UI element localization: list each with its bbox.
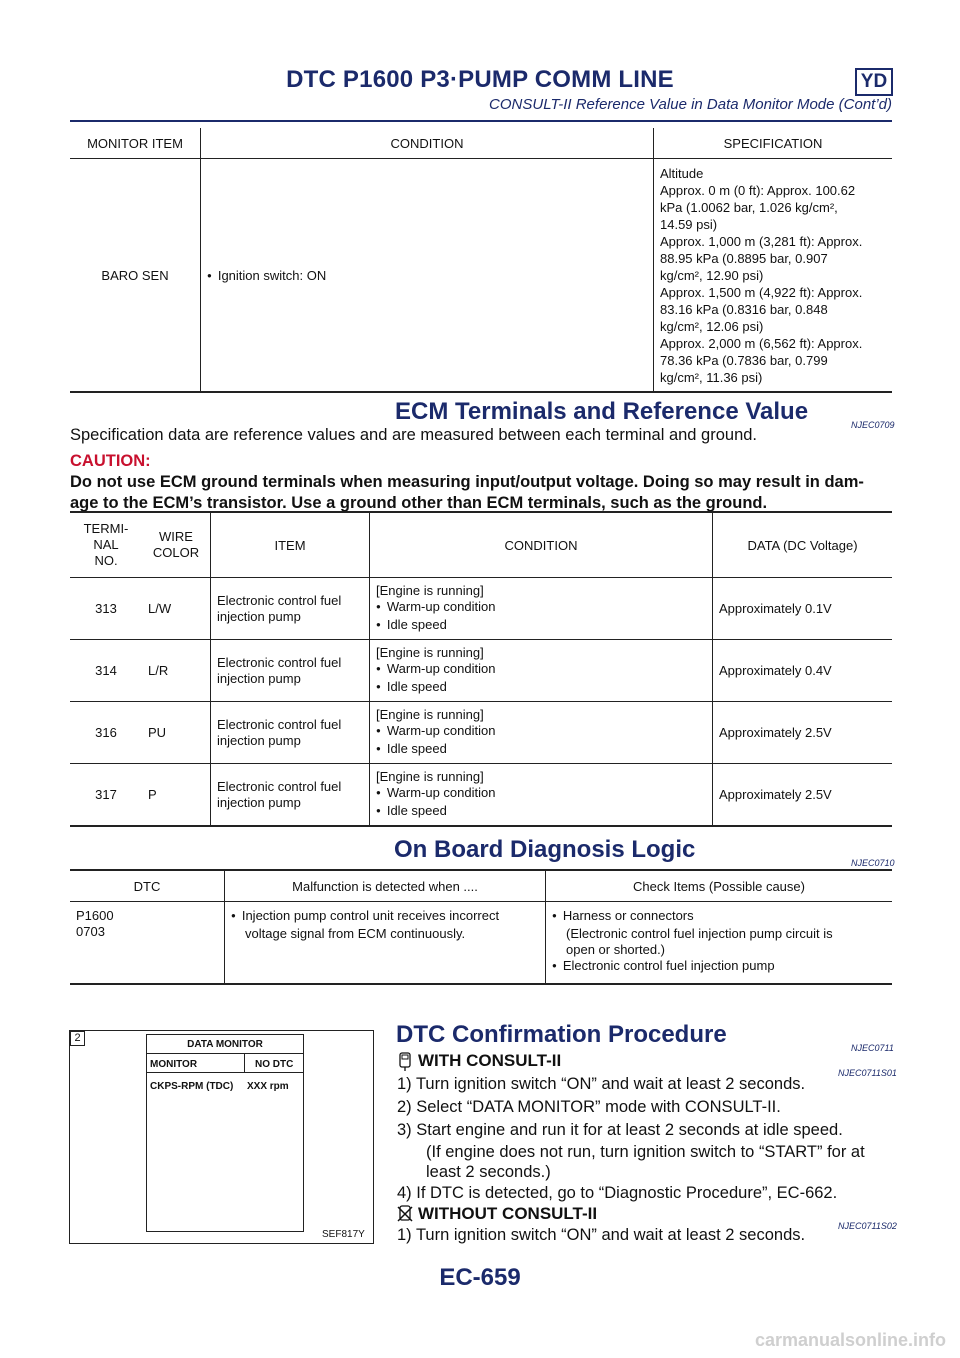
condition-text: Warm-up condition	[386, 784, 496, 800]
caution-label: CAUTION:	[70, 452, 151, 470]
condition-text: Idle speed	[386, 802, 447, 818]
header-condition: CONDITION	[370, 512, 713, 578]
dtc-line: 0703	[76, 924, 105, 939]
condition-line	[376, 785, 706, 803]
malfunction-line	[231, 908, 539, 926]
terminal-cell: 317	[95, 787, 117, 802]
check-items-cell	[546, 902, 893, 985]
without-consult-code: NJEC0711S02	[838, 1221, 897, 1231]
data-cell: Approximately 2.5V	[713, 702, 893, 764]
item-line: injection pump	[217, 608, 301, 624]
confirm-section-title: DTC Confirmation Procedure	[396, 1021, 727, 1048]
bullet-icon	[376, 599, 387, 614]
item-line: Electronic control fuel	[217, 592, 342, 608]
condition-line	[376, 661, 706, 679]
bullet-icon	[207, 268, 218, 283]
obd-table	[70, 869, 892, 985]
panel-col-nodtc: NO DTC	[255, 1059, 294, 1070]
engine-badge: YD	[855, 68, 893, 96]
terminal-cell: 314	[70, 640, 142, 702]
step-4: 4) If DTC is detected, go to “Diagnostic Procedure”, EC-662.	[397, 1184, 838, 1202]
item-cell	[211, 764, 370, 827]
condition-line	[376, 679, 706, 697]
ecm-table-header	[70, 512, 892, 578]
check-text: Electronic control fuel injection pump	[562, 958, 775, 973]
check-line	[552, 908, 886, 926]
panel-divider	[147, 1072, 303, 1073]
dtc-line: P1600	[76, 908, 114, 923]
panel-row-value: XXX rpm	[247, 1081, 289, 1092]
condition-line	[376, 741, 706, 759]
monitor-condition-cell	[201, 159, 654, 393]
panel-title: DATA MONITOR	[187, 1039, 263, 1050]
bullet-icon	[376, 723, 387, 738]
header-rule	[70, 120, 892, 122]
header-item: ITEM	[211, 512, 370, 578]
condition-line: [Engine is running]	[376, 582, 484, 598]
table-row	[70, 702, 892, 764]
consult-tool-svg	[396, 1052, 414, 1072]
panel-col-monitor: MONITOR	[150, 1059, 198, 1070]
page-header-subtitle: CONSULT-II Reference Value in Data Monitor Mode (Cont’d)	[489, 96, 892, 113]
ecm-terminal-table	[70, 511, 892, 827]
spec-line: kPa (1.0062 bar, 1.026 kg/cm²,	[660, 199, 838, 215]
item-line: injection pump	[217, 732, 301, 748]
panel-col-divider	[244, 1053, 245, 1072]
bullet-icon	[376, 785, 387, 800]
condition-text: Warm-up condition	[386, 660, 496, 676]
with-consult-steps	[397, 1073, 897, 1205]
malfunction-text: Injection pump control unit receives incorrect	[241, 908, 500, 923]
header-malfunction: Malfunction is detected when ....	[225, 870, 546, 902]
item-cell	[211, 702, 370, 764]
header-data: DATA (DC Voltage)	[713, 512, 893, 578]
panel-row-label: CKPS-RPM (TDC)	[150, 1081, 234, 1092]
check-line: open or shorted.)	[566, 942, 666, 957]
bullet-icon	[552, 908, 563, 923]
condition-cell	[370, 764, 713, 827]
spec-line: Approx. 2,000 m (6,562 ft): Approx.	[660, 335, 863, 351]
ecm-section-title: ECM Terminals and Reference Value	[395, 398, 809, 425]
obd-table-header	[70, 870, 892, 902]
table-row	[70, 578, 892, 640]
spec-line: 88.95 kPa (0.8895 bar, 0.907	[660, 250, 828, 266]
obd-section-title: On Board Diagnosis Logic	[394, 836, 696, 863]
header-check-items: Check Items (Possible cause)	[546, 870, 893, 902]
spec-line: kg/cm², 11.36 psi)	[660, 369, 763, 385]
item-line: injection pump	[217, 794, 301, 810]
step-3-note-line2: least 2 seconds.)	[426, 1163, 551, 1181]
ecm-section-code: NJEC0709	[851, 420, 895, 430]
table-row	[70, 902, 892, 985]
confirm-section-code: NJEC0711	[851, 1043, 894, 1053]
item-cell	[211, 578, 370, 640]
bullet-icon	[552, 958, 563, 973]
item-line: injection pump	[217, 670, 301, 686]
item-line: Electronic control fuel	[217, 654, 342, 670]
no-consult-icon	[396, 1205, 418, 1225]
page-header-title: DTC P1600 P3·PUMP COMM LINE	[286, 66, 674, 93]
header-terminal-line: NAL	[93, 537, 119, 552]
figure-ref: SEF817Y	[322, 1229, 365, 1240]
dtc-cell	[70, 902, 225, 985]
spec-line: Approx. 0 m (0 ft): Approx. 100.62	[660, 182, 856, 198]
header-wire-color	[142, 512, 211, 578]
step-3-note-line1: (If engine does not run, turn ignition switch to “START” for at	[426, 1143, 865, 1161]
data-monitor-panel	[146, 1034, 304, 1232]
with-consult-label: WITH CONSULT-II	[418, 1051, 562, 1070]
spec-line: Altitude	[660, 165, 704, 181]
malfunction-line: voltage signal from ECM continuously.	[245, 926, 466, 941]
ecm-intro: Specification data are reference values and are measured between each terminal and ground.	[70, 426, 758, 444]
header-terminal-line: TERMI-	[83, 521, 129, 536]
check-line: (Electronic control fuel injection pump circuit is	[566, 926, 833, 941]
caution-line: age to the ECM’s transistor. Use a ground other than ECM terminals, such as the ground.	[70, 494, 768, 512]
spec-line: kg/cm², 12.90 psi)	[660, 267, 764, 283]
with-consult-code: NJEC0711S01	[838, 1068, 897, 1078]
check-line	[552, 958, 886, 976]
condition-text: Idle speed	[386, 678, 447, 694]
bullet-icon	[376, 679, 387, 694]
spec-line: 78.36 kPa (0.7836 bar, 0.799	[660, 352, 828, 368]
terminal-cell: 316	[70, 702, 142, 764]
condition-line	[376, 617, 706, 635]
header-monitor-item: MONITOR ITEM	[70, 128, 201, 159]
spec-line: kg/cm², 12.06 psi)	[660, 318, 764, 334]
header-terminal-line: NO.	[94, 553, 118, 568]
condition-text: Idle speed	[386, 616, 447, 632]
condition-cell	[370, 702, 713, 764]
monitor-table	[70, 128, 892, 393]
header-condition: CONDITION	[201, 128, 654, 159]
consult-tool-icon	[396, 1052, 418, 1072]
caution-text	[70, 472, 900, 514]
header-wire-line: COLOR	[152, 545, 200, 560]
data-cell: Approximately 0.4V	[713, 640, 893, 702]
bullet-icon	[376, 617, 387, 632]
header-wire-line: WIRE	[159, 529, 193, 544]
condition-text: Warm-up condition	[386, 722, 496, 738]
without-consult-step-1: 1) Turn ignition switch “ON” and wait at least 2 seconds.	[397, 1226, 806, 1244]
step-2: 2) Select “DATA MONITOR” mode with CONSULT-II.	[397, 1098, 781, 1116]
figure-number: 2	[70, 1031, 85, 1046]
malfunction-cell	[225, 902, 546, 985]
item-cell	[211, 640, 370, 702]
condition-text: Idle speed	[386, 740, 447, 756]
condition-text: Warm-up condition	[386, 598, 496, 614]
terminal-cell: 313	[70, 578, 142, 640]
monitor-item-cell: BARO SEN	[101, 267, 169, 283]
header-specification: SPECIFICATION	[654, 128, 893, 159]
without-consult-label: WITHOUT CONSULT-II	[418, 1204, 598, 1223]
bullet-icon	[376, 661, 387, 676]
wire-cell: PU	[142, 702, 211, 764]
step-1: 1) Turn ignition switch “ON” and wait at least 2 seconds.	[397, 1075, 806, 1093]
data-cell: Approximately 2.5V	[713, 764, 893, 827]
no-consult-svg	[396, 1205, 414, 1225]
condition-line: [Engine is running]	[376, 768, 484, 784]
watermark: carmanualsonline.info	[754, 1330, 946, 1350]
header-terminal-no	[70, 512, 142, 578]
bullet-icon	[376, 741, 387, 756]
panel-divider	[147, 1053, 303, 1054]
data-cell: Approximately 0.1V	[713, 578, 893, 640]
condition-line	[376, 723, 706, 741]
table-row	[70, 159, 892, 393]
step-3: 3) Start engine and run it for at least 2 seconds at idle speed.	[397, 1121, 843, 1139]
condition-line	[376, 803, 706, 821]
header-dtc: DTC	[70, 870, 225, 902]
check-text: Harness or connectors	[562, 908, 694, 923]
page-number: EC-659	[439, 1264, 521, 1291]
condition-cell	[370, 578, 713, 640]
monitor-spec-cell	[654, 159, 893, 393]
spec-line: Approx. 1,000 m (3,281 ft): Approx.	[660, 233, 863, 249]
bullet-icon	[376, 803, 387, 818]
condition-text: Ignition switch: ON	[217, 267, 327, 283]
spec-line: 83.16 kPa (0.8316 bar, 0.848	[660, 301, 828, 317]
condition-cell	[370, 640, 713, 702]
wire-cell: L/W	[142, 578, 211, 640]
bullet-icon	[231, 908, 242, 923]
condition-line: [Engine is running]	[376, 644, 484, 660]
spec-line: 14.59 psi)	[660, 216, 718, 232]
item-line: Electronic control fuel	[217, 716, 342, 732]
wire-cell: P	[148, 787, 157, 802]
condition-line: [Engine is running]	[376, 706, 484, 722]
monitor-table-header	[70, 128, 892, 159]
item-line: Electronic control fuel	[217, 778, 342, 794]
condition-line	[376, 599, 706, 617]
spec-line: Approx. 1,500 m (4,922 ft): Approx.	[660, 284, 863, 300]
table-row	[70, 764, 892, 827]
obd-section-code: NJEC0710	[851, 858, 895, 868]
wire-cell: L/R	[142, 640, 211, 702]
caution-line: Do not use ECM ground terminals when measuring input/output voltage. Doing so may result in dam-	[70, 473, 864, 491]
table-row	[70, 640, 892, 702]
